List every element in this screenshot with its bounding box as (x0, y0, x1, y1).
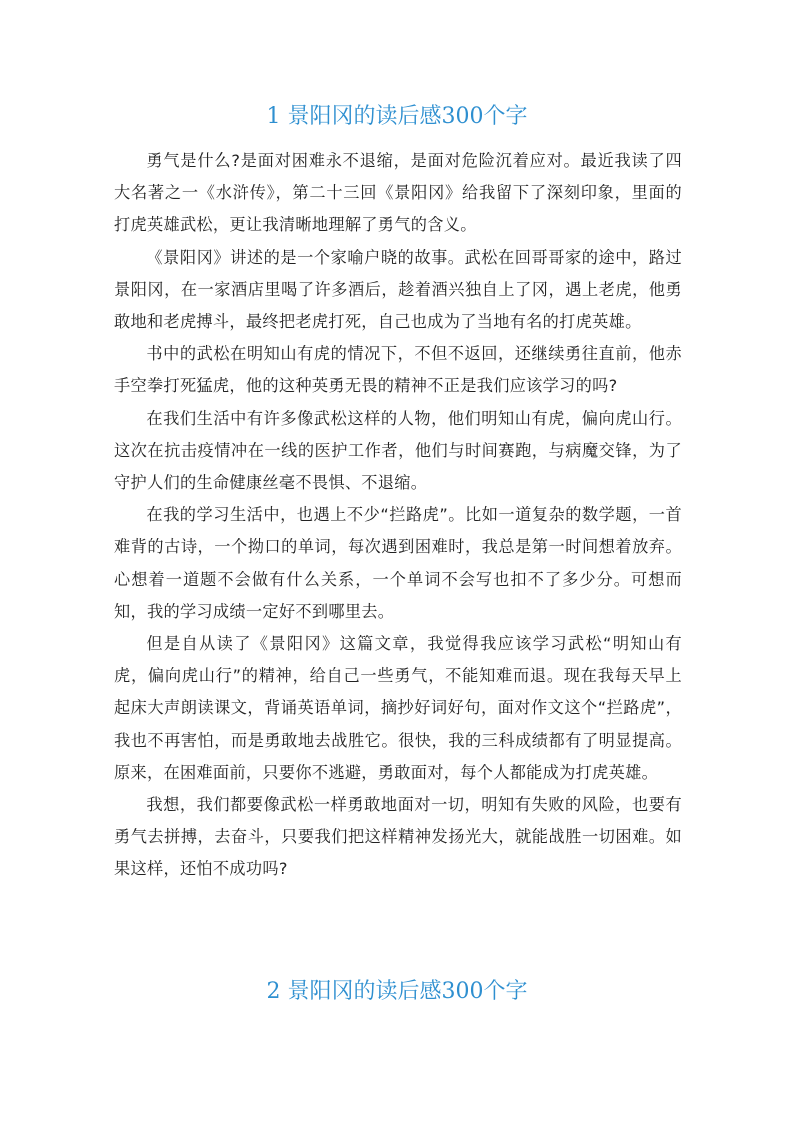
paragraph: 勇气是什么?是面对困难永不退缩，是面对危险沉着应对。最近我读了四大名著之一《水浒传》，第二十三回《景阳冈》给我留下了深刻印象，里面的打虎英雄武松，更让我清晰地理解了勇气的含义。 (114, 151, 682, 235)
paragraph: 在我的学习生活中，也遇上不少“拦路虎”。比如一道复杂的数学题，一首难背的古诗，一个拗口的单词，每次遇到困难时，我总是第一时间想着放弃。心想着一道题不会做有什么关系，一个单词不会写也扣不了多少分。可想而知，我的学习成绩一定好不到哪里去。 (114, 505, 682, 621)
paragraph: 在我们生活中有许多像武松这样的人物，他们明知山有虎，偏向虎山行。这次在抗击疫情冲在一线的医护工作者，他们与时间赛跑，与病魔交锋，为了守护人们的生命健康丝毫不畏惧、不退缩。 (114, 408, 682, 493)
section-1-title: 1 景阳冈的读后感300个字 (266, 104, 528, 129)
paragraph: 但是自从读了《景阳冈》这篇文章，我觉得我应该学习武松“明知山有虎，偏向虎山行”的精神，给自己一些勇气，不能知难而退。现在我每天早上起床大声朗读课文，背诵英语单词，摘抄好词好句，面对作文这个“拦路虎”，我也不再害怕，而是勇敢地去战胜它。很快，我的三科成绩都有了明显提高。原来，在困难面前，只要你不逃避，勇敢面对，每个人都能成为打虎英雄。 (114, 634, 682, 782)
section-1-body (114, 145, 682, 886)
section-2-title: 2 景阳冈的读后感300个字 (266, 979, 528, 1004)
paragraph: 《景阳冈》讲述的是一个家喻户晓的故事。武松在回哥哥家的途中，路过景阳冈，在一家酒店里喝了许多酒后，趁着酒兴独自上了冈，遇上老虎，他勇敢地和老虎搏斗，最终把老虎打死，自己也成为了当地有名的打虎英雄。 (114, 247, 682, 332)
paragraph: 书中的武松在明知山有虎的情况下，不但不返回，还继续勇往直前，他赤手空拳打死猛虎，他的这种英勇无畏的精神不正是我们应该学习的吗? (114, 344, 682, 396)
paragraph: 我想，我们都要像武松一样勇敢地面对一切，明知有失败的风险，也要有勇气去拼搏，去奋斗，只要我们把这样精神发扬光大，就能战胜一切困难。如果这样，还怕不成功吗? (114, 795, 682, 879)
